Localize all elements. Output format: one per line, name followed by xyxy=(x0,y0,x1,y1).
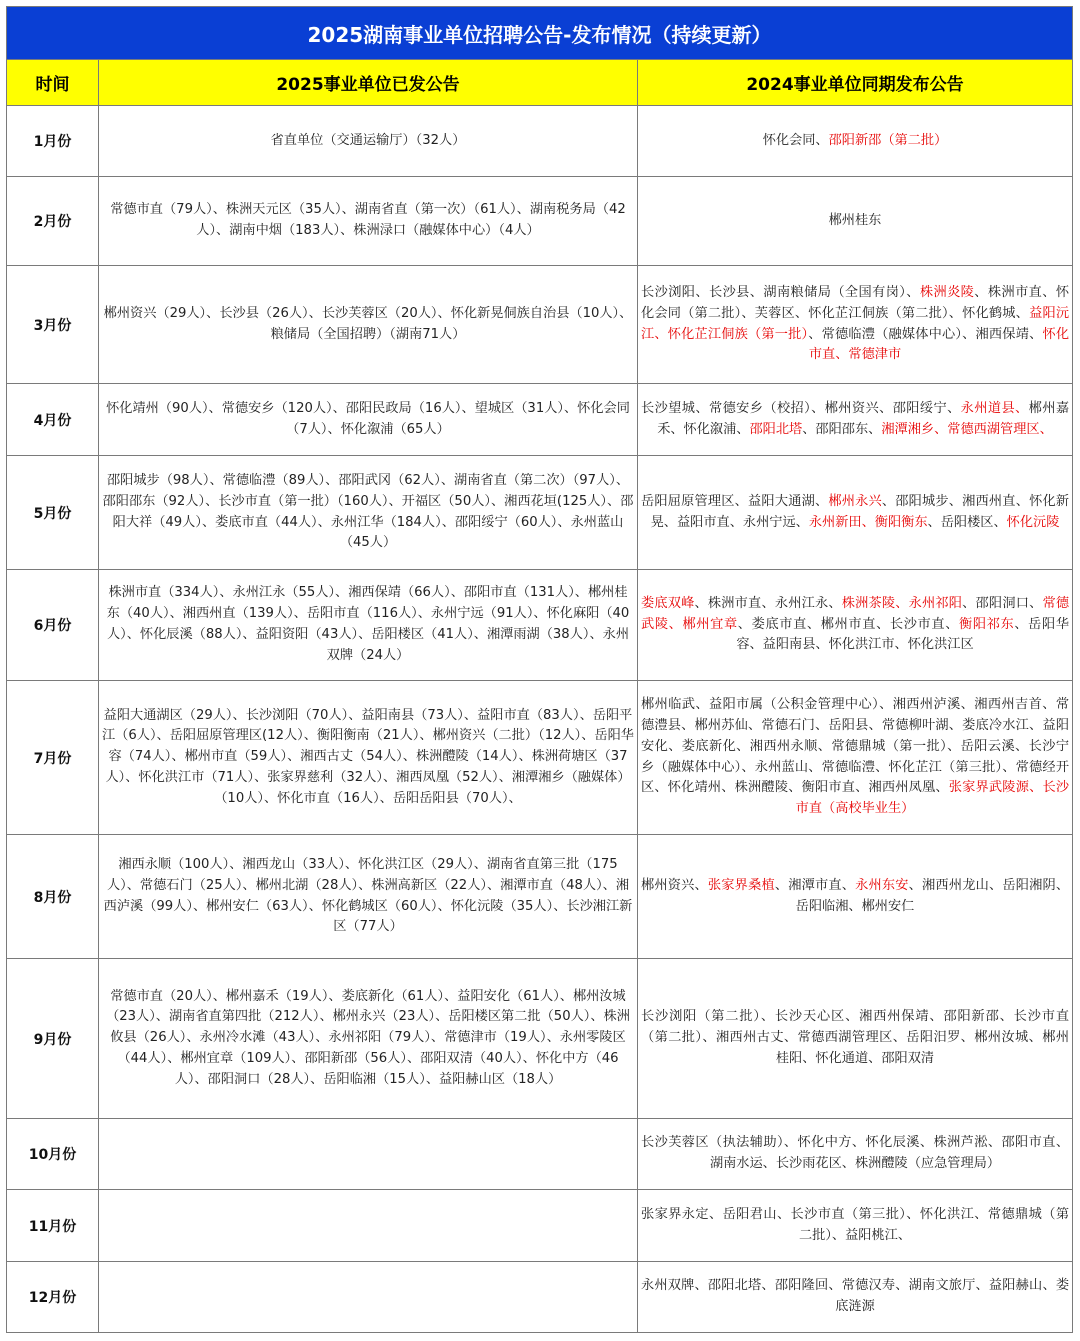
unit-text: 、岳阳楼区、 xyxy=(927,514,1007,530)
highlighted-unit-text: 娄底双峰 xyxy=(641,595,695,611)
unit-text: 张家界永定、岳阳君山、长沙市直（第三批）、怀化洪江、常德鼎城（第二批）、益阳桃江、 xyxy=(641,1206,1070,1243)
unit-text: 、株洲市直、怀化会同（第二批）、芙蓉区、怀化芷江侗族（第二批）、怀化鹤城、 xyxy=(641,284,1070,321)
announcement-2024-cell xyxy=(638,681,1073,835)
month-cell: 11月份 xyxy=(7,1190,99,1262)
unit-text: 长沙望城、常德安乡（校招）、郴州资兴、邵阳绥宁、 xyxy=(641,400,961,416)
highlighted-unit-text: 张家界武陵源、长沙市直（高校毕业生） xyxy=(795,780,1070,817)
announcement-2025-cell: 省直单位（交通运输厅）（32人） xyxy=(99,106,638,177)
highlighted-unit-text: 永州新田、衡阳衡东 xyxy=(808,514,928,530)
table-row xyxy=(7,835,1073,959)
header-2024: 2024事业单位同期发布公告 xyxy=(638,60,1073,106)
header-time: 时间 xyxy=(7,60,99,106)
announcement-2024-cell xyxy=(638,1119,1073,1190)
unit-text: 、邵阳城步、湘西州直、怀化新晃、益阳市直、永州宁远、 xyxy=(650,493,1070,530)
unit-text: 长沙浏阳（第二批）、长沙天心区、湘西州保靖、邵阳新邵、长沙市直（第二批）、湘西州古丈、常德西湖管理区、岳阳汨罗、郴州汝城、郴州桂阳、怀化通道、邵阳双清 xyxy=(641,1009,1070,1066)
highlighted-unit-text: 株洲炎陵 xyxy=(919,284,975,300)
month-cell: 7月份 xyxy=(7,681,99,835)
month-cell: 3月份 xyxy=(7,266,99,384)
highlighted-unit-text: 郴州永兴 xyxy=(828,493,882,509)
unit-text: 郴州临武、益阳市属（公积金管理中心）、湘西州泸溪、湘西州吉首、常德澧县、郴州苏仙、常德石门、岳阳县、常德柳叶湖、娄底冷水江、益阳安化、娄底新化、湘西州永顺、常德鼎城（第一批）、岳阳云溪、长沙宁乡（融媒体中心）、永州蓝山、常德临澧、怀化芷江（第三批）、常德经开区、怀化靖州、株洲醴陵、衡阳市直、湘西州凤凰、 xyxy=(641,697,1070,796)
unit-text: 、岳阳华容、益阳南县、怀化洪江市、怀化洪江区 xyxy=(736,616,1070,653)
unit-text: 、湘潭市直、 xyxy=(774,877,856,893)
unit-text: 长沙芙蓉区（执法辅助）、怀化中方、怀化辰溪、株洲芦淞、邵阳市直、湖南水运、长沙雨花区、株洲醴陵（应急管理局） xyxy=(641,1135,1070,1171)
unit-text: 、邵阳邵东、 xyxy=(802,421,882,437)
announcement-sheet xyxy=(6,6,1072,1333)
table-row xyxy=(7,1119,1073,1190)
highlighted-unit-text: 永州东安 xyxy=(855,877,909,893)
month-cell: 9月份 xyxy=(7,959,99,1119)
table-row xyxy=(7,384,1073,456)
announcement-2024-cell xyxy=(638,570,1073,681)
announcement-2025-cell: 株洲市直（334人）、永州江永（55人）、湘西保靖（66人）、邵阳市直（131人）、郴州桂东（40人）、湘西州直（139人）、岳阳市直（116人）、永州宁远（91人）、怀化麻阳（40人）、怀化辰溪（88人）、益阳资阳（43人）、岳阳楼区（41人）、湘潭雨湖（38人）、永州双牌（24人） xyxy=(99,570,638,681)
month-cell: 12月份 xyxy=(7,1262,99,1333)
announcement-2025-cell: 常德市直（79人）、株洲天元区（35人）、湖南省直（第一次）（61人）、湖南税务局（42人）、湖南中烟（183人）、株洲渌口（融媒体中心）（4人） xyxy=(99,177,638,266)
unit-text: 郴州桂东 xyxy=(828,212,882,228)
announcement-2024-cell xyxy=(638,177,1073,266)
table-row xyxy=(7,1262,1073,1333)
announcement-2024-cell xyxy=(638,384,1073,456)
highlighted-unit-text: 怀化市直、常德津市 xyxy=(808,326,1070,363)
table-row xyxy=(7,456,1073,570)
unit-text: 、湘西州龙山、岳阳湘阴、岳阳临湘、郴州安仁 xyxy=(795,877,1070,914)
table-row xyxy=(7,266,1073,384)
table-row xyxy=(7,106,1073,177)
announcement-2024-cell xyxy=(638,456,1073,570)
highlighted-unit-text: 常德武陵、郴州宜章 xyxy=(641,595,1070,632)
month-cell: 4月份 xyxy=(7,384,99,456)
highlighted-unit-text: 衡阳祁东 xyxy=(959,616,1015,632)
announcement-2025-cell: 郴州资兴（29人）、长沙县（26人）、长沙芙蓉区（20人）、怀化新晃侗族自治县（10人）、粮储局（全国招聘）（湖南71人） xyxy=(99,266,638,384)
unit-text: 郴州资兴、 xyxy=(641,877,708,893)
highlighted-unit-text: 张家界桑植 xyxy=(707,877,775,893)
unit-text: 、娄底市直、郴州市直、长沙市直、 xyxy=(737,616,960,632)
highlighted-unit-text: 邵阳新邵（第二批） xyxy=(828,132,948,148)
month-cell: 2月份 xyxy=(7,177,99,266)
unit-text: 永州双牌、邵阳北塔、邵阳隆回、常德汉寿、湖南文旅厅、益阳赫山、娄底涟源 xyxy=(641,1278,1070,1314)
announcement-2025-cell: 怀化靖州（90人）、常德安乡（120人）、邵阳民政局（16人）、望城区（31人）、怀化会同（7人）、怀化溆浦（65人） xyxy=(99,384,638,456)
announcement-2025-cell: 湘西永顺（100人）、湘西龙山（33人）、怀化洪江区（29人）、湖南省直第三批（175人）、常德石门（25人）、郴州北湖（28人）、株洲高新区（22人）、湘潭市直（48人）、湘西泸溪（99人）、郴州安仁（63人）、怀化鹤城区（60人）、怀化沅陵（35人）、长沙湘江新区（77人） xyxy=(99,835,638,959)
table-row xyxy=(7,570,1073,681)
unit-text: 岳阳屈原管理区、益阳大通湖、 xyxy=(641,493,829,509)
table-row xyxy=(7,1190,1073,1262)
header-2025: 2025事业单位已发公告 xyxy=(99,60,638,106)
unit-text: 、株洲市直、永州江永、 xyxy=(694,595,842,611)
announcement-2025-cell xyxy=(99,1190,638,1262)
unit-text: 、邵阳洞口、 xyxy=(962,595,1043,611)
unit-text: 郴州嘉禾、怀化溆浦、 xyxy=(657,400,1070,437)
unit-text: 长沙浏阳、长沙县、湖南粮储局（全国有岗）、 xyxy=(641,284,920,300)
table-row xyxy=(7,681,1073,835)
month-cell: 8月份 xyxy=(7,835,99,959)
announcement-2025-cell: 常德市直（20人）、郴州嘉禾（19人）、娄底新化（61人）、益阳安化（61人）、郴州汝城（23人）、湖南省直第四批（212人）、郴州永兴（23人）、岳阳楼区第二批（50人）、株洲攸县（26人）、永州冷水滩（43人）、永州祁阳（79人）、常德津市（19人）、永州零陵区（44人）、郴州宜章（109人）、邵阳新邵（56人）、邵阳双清（40人）、怀化中方（46人）、邵阳洞口（28人）、岳阳临湘（15人）、益阳赫山区（18人） xyxy=(99,959,638,1119)
unit-text: 怀化会同、 xyxy=(762,132,829,148)
unit-text: 、常德临澧（融媒体中心）、湘西保靖、 xyxy=(808,326,1043,342)
table-body xyxy=(7,106,1073,1333)
announcement-2025-cell xyxy=(99,1119,638,1190)
announcement-2025-cell: 邵阳城步（98人）、常德临澧（89人）、邵阳武冈（62人）、湖南省直（第二次）（97人）、邵阳邵东（92人）、长沙市直（第一批）（160人）、开福区（50人）、湘西花垣(125人）、邵阳大祥（49人）、娄底市直（44人）、永州江华（184人）、邵阳绥宁（60人）、永州蓝山（45人） xyxy=(99,456,638,570)
highlighted-unit-text: 邵阳北塔 xyxy=(749,421,803,437)
announcement-2025-cell xyxy=(99,1262,638,1333)
table-row xyxy=(7,959,1073,1119)
announcement-2024-cell xyxy=(638,106,1073,177)
month-cell: 6月份 xyxy=(7,570,99,681)
highlighted-unit-text: 永州道县、 xyxy=(960,400,1029,416)
announcement-table xyxy=(6,6,1073,1333)
announcement-2024-cell xyxy=(638,266,1073,384)
announcement-2024-cell xyxy=(638,835,1073,959)
highlighted-unit-text: 湘潭湘乡、常德西湖管理区、 xyxy=(881,421,1053,437)
highlighted-unit-text: 株洲茶陵、永州祁阳 xyxy=(841,595,963,611)
highlighted-unit-text: 怀化沅陵 xyxy=(1006,514,1060,530)
highlighted-unit-text: 益阳沅江、怀化芷江侗族（第一批） xyxy=(641,305,1070,342)
announcement-2024-cell xyxy=(638,1262,1073,1333)
month-cell: 10月份 xyxy=(7,1119,99,1190)
month-cell: 5月份 xyxy=(7,456,99,570)
announcement-2024-cell xyxy=(638,1190,1073,1262)
table-row xyxy=(7,177,1073,266)
announcement-2024-cell xyxy=(638,959,1073,1119)
month-cell: 1月份 xyxy=(7,106,99,177)
table-header-row xyxy=(7,60,1073,106)
page-title: 2025湖南事业单位招聘公告-发布情况（持续更新） xyxy=(7,7,1073,60)
announcement-2025-cell: 益阳大通湖区（29人）、长沙浏阳（70人）、益阳南县（73人）、益阳市直（83人）、岳阳平江（6人）、岳阳屈原管理区(12人）、衡阳衡南（21人）、郴州资兴（二批）（12人）、岳阳华容（74人）、郴州市直（59人）、湘西古丈（54人）、株洲醴陵（14人）、株洲荷塘区（37人）、怀化洪江市（71人）、张家界慈利（32人）、湘西凤凰（52人）、湘潭湘乡（融媒体）（10人）、怀化市直（16人）、岳阳岳阳县（70人）、 xyxy=(99,681,638,835)
